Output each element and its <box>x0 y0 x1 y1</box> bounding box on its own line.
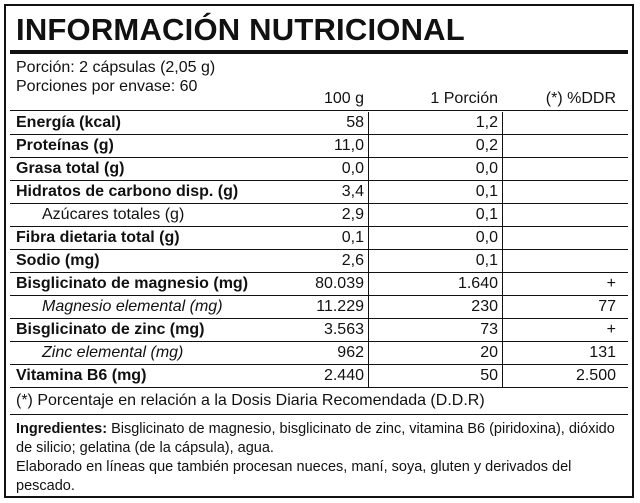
value-per-100g: 3,4 <box>341 183 364 200</box>
panel-title: INFORMACIÓN NUTRICIONAL <box>16 12 465 47</box>
nutrient-label: Grasa total (g) <box>16 160 125 177</box>
table-row <box>6 342 632 365</box>
nutrient-label: Proteínas (g) <box>16 137 114 154</box>
nutrition-facts-panel <box>4 4 634 498</box>
nutrient-label: Energía (kcal) <box>16 114 121 131</box>
table-row <box>6 319 632 342</box>
value-per-portion: 0,0 <box>475 229 498 246</box>
value-per-100g: 58 <box>346 114 364 131</box>
value-ddr: 2.500 <box>575 367 616 384</box>
nutrient-label: Sodio (mg) <box>16 252 100 269</box>
nutrient-label: Hidratos de carbono disp. (g) <box>16 183 239 200</box>
allergen-statement: Elaborado en líneas que también procesan nueces, maní, soya, gluten y derivados del pescado. <box>16 459 572 494</box>
value-per-portion: 0,2 <box>475 137 498 154</box>
value-ddr: + <box>606 321 616 338</box>
footnote-rule <box>10 414 628 415</box>
ingredients-text: Bisglicinato de magnesio, bisglicinato de zinc, vitamina B6 (piridoxina), dióxido de silicio; gelatina (de la cápsula), agua. <box>16 421 615 456</box>
column-header-portion: 1 Porción <box>430 90 498 107</box>
column-header-ddr: (*) %DDR <box>545 90 616 107</box>
table-row <box>6 112 632 135</box>
table-row <box>6 365 632 388</box>
value-per-portion: 0,0 <box>475 160 498 177</box>
value-per-100g: 80.039 <box>315 275 364 292</box>
ddr-footnote: (*) Porcentaje en relación a la Dosis Diaria Recomendada (D.D.R) <box>16 392 485 409</box>
value-per-portion: 1,2 <box>475 114 498 131</box>
ingredients-block <box>16 420 622 496</box>
nutrient-label: Bisglicinato de zinc (mg) <box>16 321 205 338</box>
value-per-portion: 230 <box>471 298 498 315</box>
table-row <box>6 204 632 227</box>
value-per-100g: 11,0 <box>334 137 364 154</box>
value-per-100g: 962 <box>337 344 364 361</box>
header-rule <box>10 110 628 111</box>
nutrient-label: Zinc elemental (mg) <box>42 344 184 361</box>
nutrient-label: Vitamina B6 (mg) <box>16 367 147 384</box>
value-per-100g: 0,1 <box>341 229 364 246</box>
table-row <box>6 181 632 204</box>
value-per-portion: 0,1 <box>475 206 498 223</box>
value-per-portion: 50 <box>480 367 498 384</box>
value-per-100g: 2.440 <box>323 367 364 384</box>
column-header-100g: 100 g <box>323 90 364 107</box>
value-per-100g: 2,6 <box>341 252 364 269</box>
table-row <box>6 158 632 181</box>
title-rule <box>10 50 628 54</box>
table-row <box>6 296 632 319</box>
table-row <box>6 273 632 296</box>
value-ddr: 131 <box>589 344 616 361</box>
column-divider <box>368 112 369 387</box>
ingredients-label: Ingredientes: <box>16 421 108 437</box>
column-divider <box>502 112 503 387</box>
nutrient-label: Azúcares totales (g) <box>42 206 185 223</box>
value-per-100g: 0,0 <box>341 160 364 177</box>
nutrient-label: Magnesio elemental (mg) <box>42 298 223 315</box>
value-per-portion: 73 <box>480 321 498 338</box>
value-per-portion: 1.640 <box>457 275 498 292</box>
value-ddr: + <box>606 275 616 292</box>
value-per-portion: 20 <box>480 344 498 361</box>
value-per-portion: 0,1 <box>475 183 498 200</box>
table-row <box>6 250 632 273</box>
row-divider <box>10 387 628 388</box>
value-per-100g: 3.563 <box>323 321 364 338</box>
value-per-100g: 2,9 <box>341 206 364 223</box>
table-row <box>6 135 632 158</box>
value-per-100g: 11.229 <box>316 298 364 315</box>
nutrient-label: Bisglicinato de magnesio (mg) <box>16 275 249 292</box>
nutrient-label: Fibra dietaria total (g) <box>16 229 180 246</box>
table-row <box>6 227 632 250</box>
value-per-portion: 0,1 <box>475 252 498 269</box>
value-ddr: 77 <box>598 298 616 315</box>
portion-size: Porción: 2 cápsulas (2,05 g) <box>16 59 216 76</box>
servings-per-container: Porciones por envase: 60 <box>16 78 198 95</box>
